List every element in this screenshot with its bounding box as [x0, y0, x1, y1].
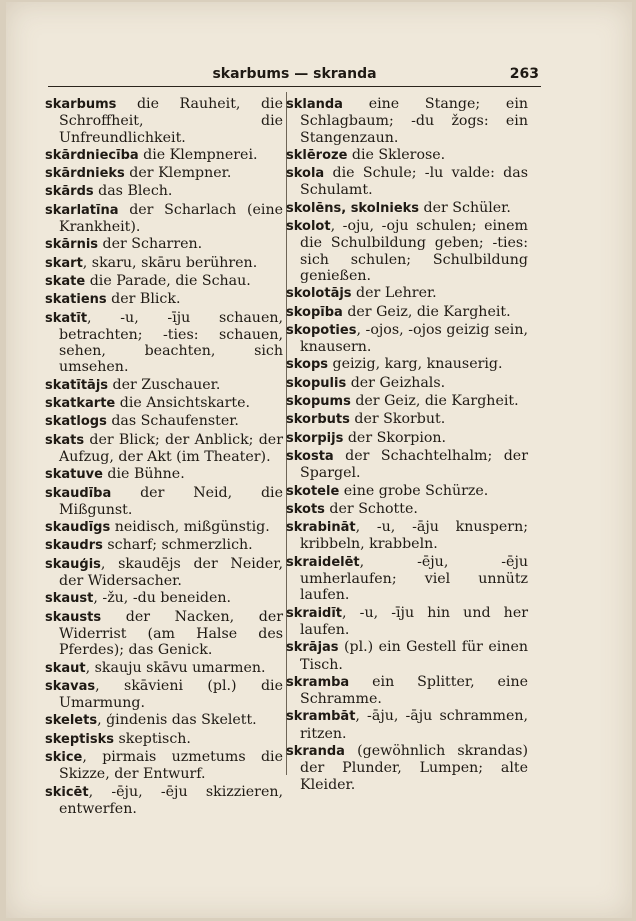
- headword: skramba: [286, 674, 350, 690]
- dictionary-entry: [45, 202, 283, 236]
- dictionary-entry: [45, 165, 283, 182]
- definition: scharf; schmerzlich.: [102, 537, 253, 554]
- headword: skotele: [286, 483, 340, 499]
- definition: (pl.) ein Gestell für einen Tisch.: [300, 639, 528, 673]
- dictionary-entry: [45, 147, 283, 164]
- headword: skaut: [45, 660, 86, 676]
- page-number: 263: [509, 66, 539, 82]
- definition: der Lehrer.: [351, 285, 437, 302]
- definition: der Schüler.: [419, 199, 511, 216]
- definition: der Scharren.: [98, 236, 203, 253]
- headword: skots: [286, 501, 325, 517]
- headword: skaudība: [45, 485, 112, 501]
- dictionary-entry: [286, 605, 528, 639]
- headword: skārdnieks: [45, 166, 125, 182]
- definition: das Schaufenster.: [106, 413, 239, 430]
- headword: skice: [45, 749, 83, 765]
- headword: skatītājs: [45, 377, 109, 393]
- dictionary-entry: [45, 590, 283, 607]
- definition: der Schotte.: [324, 500, 418, 517]
- dictionary-entry: [286, 96, 528, 146]
- definition: , -oju, -oju schulen; einem die Schulbildung geben; -ties: sich schulen; Schulbildung genießen.: [300, 218, 528, 284]
- right-column: [286, 96, 528, 794]
- headword: skatlogs: [45, 414, 107, 430]
- dictionary-entry: [45, 310, 283, 376]
- dictionary-entry: [286, 554, 528, 604]
- headword: skicēt: [45, 784, 89, 800]
- definition: , skāvieni (pl.) die Umarmung.: [59, 677, 283, 712]
- definition: der Klempner.: [124, 165, 232, 182]
- headword: skelets: [45, 713, 98, 729]
- definition: der Geiz, die Kargheit.: [342, 303, 511, 320]
- definition: die Ansichtskarte.: [115, 395, 250, 412]
- definition: , -u, -īju schauen, betrachten; -ties: schauen, sehen, beachten, sich umsehen.: [59, 309, 283, 376]
- headword: sklanda: [286, 97, 343, 112]
- dictionary-entry: [45, 273, 283, 290]
- dictionary-entry: [45, 537, 283, 554]
- definition: , -u, -īju hin und her laufen.: [300, 604, 528, 638]
- headword: skrabināt: [286, 520, 356, 536]
- dictionary-entry: [45, 96, 283, 146]
- definition: , -āju, -āju schrammen, ritzen.: [300, 708, 528, 742]
- dictionary-entry: [286, 483, 528, 500]
- dictionary-entry: [286, 218, 528, 284]
- dictionary-entry: [286, 501, 528, 518]
- headword: skolotājs: [286, 286, 352, 302]
- definition: , -ēju, -ēju umherlaufen; viel unnütz laufen.: [300, 553, 528, 604]
- headword: skārds: [45, 184, 94, 200]
- headword: skausts: [45, 609, 102, 625]
- headword: skarbums: [45, 97, 117, 112]
- dictionary-entry: [286, 430, 528, 447]
- dictionary-entry: [45, 236, 283, 253]
- dictionary-entry: [45, 432, 283, 466]
- headword: skauģis: [45, 556, 101, 572]
- headword: skārnis: [45, 237, 99, 253]
- dictionary-entry: [45, 609, 283, 659]
- headword: skraidelēt: [286, 554, 360, 570]
- definition: (gewöhnlich skrandas) der Plunder, Lumpen; alte Kleider.: [300, 742, 528, 793]
- definition: ein Splitter, eine Schramme.: [300, 673, 528, 708]
- headword: skeptisks: [45, 731, 114, 747]
- headword: skart: [45, 255, 83, 271]
- definition: der Nacken, der Widerrist (am Halse des Pferdes); das Genick.: [59, 608, 283, 659]
- headword: skolot: [286, 219, 331, 235]
- definition: , skauju skāvu umarmen.: [85, 659, 266, 676]
- dictionary-entry: [286, 519, 528, 553]
- dictionary-entry: [45, 413, 283, 430]
- headword: skosta: [286, 448, 334, 464]
- dictionary-entry: [45, 183, 283, 200]
- definition: die Parade, die Schau.: [85, 272, 251, 289]
- definition: eine Stange; ein Schlagbaum; -du žogs: ein Stangenzaun.: [300, 96, 528, 146]
- dictionary-entry: [286, 674, 528, 708]
- dictionary-entry: [286, 147, 528, 164]
- left-column: [45, 96, 283, 818]
- definition: der Blick.: [106, 291, 181, 308]
- dictionary-entry: [45, 291, 283, 308]
- headword: skopoties: [286, 322, 357, 338]
- headword: skarlatīna: [45, 202, 119, 218]
- definition: , -ēju, -ēju skizzieren, entwerfen.: [59, 783, 283, 817]
- headword: skaust: [45, 591, 94, 607]
- dictionary-entry: [45, 485, 283, 519]
- definition: der Skorpion.: [343, 429, 447, 446]
- definition: der Neid, die Mißgunst.: [59, 484, 283, 518]
- dictionary-entry: [286, 356, 528, 373]
- headword: skaudrs: [45, 538, 103, 554]
- definition: skeptisch.: [113, 730, 191, 747]
- headword: skats: [45, 432, 85, 448]
- definition: geizig, karg, knauserig.: [328, 356, 503, 373]
- headword: skatkarte: [45, 396, 116, 412]
- definition: der Scharlach (eine Krankheit).: [59, 201, 283, 236]
- dictionary-entry: [286, 285, 528, 302]
- headword: skavas: [45, 678, 96, 694]
- definition: der Geiz, die Kargheit.: [350, 393, 519, 410]
- dictionary-entry: [45, 749, 283, 783]
- headword: skopulis: [286, 375, 347, 391]
- dictionary-entry: [45, 377, 283, 394]
- dictionary-entry: [286, 322, 528, 356]
- dictionary-entry: [45, 395, 283, 412]
- headword: skorpijs: [286, 430, 344, 446]
- definition: eine grobe Schürze.: [339, 482, 489, 499]
- headword: skaudīgs: [45, 520, 111, 536]
- dictionary-entry: [286, 743, 528, 793]
- definition: , -ojos, -ojos geizig sein, knausern.: [300, 321, 528, 356]
- dictionary-entry: [45, 784, 283, 818]
- definition: , ģindenis das Skelett.: [97, 712, 257, 729]
- definition: , -u, -āju knuspern; kribbeln, krabbeln.: [300, 519, 528, 553]
- dictionary-entry: [286, 200, 528, 217]
- dictionary-entry: [286, 375, 528, 392]
- definition: die Bühne.: [102, 466, 185, 483]
- definition: die Schule; -lu valde: das Schulamt.: [300, 165, 528, 199]
- definition: der Geizhals.: [346, 374, 446, 391]
- headword: skorbuts: [286, 412, 350, 428]
- definition: der Blick; der Anblick; der Aufzug, der Akt (im Theater).: [59, 431, 283, 465]
- headword: skranda: [286, 743, 345, 759]
- definition: der Schachtelhalm; der Spargel.: [300, 447, 528, 482]
- headword: skops: [286, 357, 329, 373]
- definition: der Skorbut.: [349, 411, 446, 428]
- dictionary-entry: [45, 556, 283, 590]
- definition: die Sklerose.: [347, 146, 446, 163]
- dictionary-entry: [286, 304, 528, 321]
- dictionary-entry: [286, 639, 528, 673]
- headword: skate: [45, 273, 86, 289]
- definition: , skaru, skāru berühren.: [82, 254, 258, 271]
- definition: neidisch, mißgünstig.: [110, 519, 270, 536]
- headword: skraidīt: [286, 605, 342, 621]
- headword: skopība: [286, 304, 343, 320]
- headword: skrambāt: [286, 709, 356, 725]
- dictionary-entry: [286, 411, 528, 428]
- definition: , skaudējs der Neider, der Widersacher.: [59, 555, 283, 590]
- running-head: skarbums — skranda: [212, 66, 377, 82]
- definition: die Klempnerei.: [138, 146, 258, 163]
- dictionary-entry: [286, 708, 528, 742]
- definition: der Zuschauer.: [108, 376, 221, 393]
- headword: skrājas: [286, 640, 339, 656]
- dictionary-entry: [45, 731, 283, 748]
- definition: , -žu, -du beneiden.: [93, 590, 232, 607]
- dictionary-entry: [286, 448, 528, 482]
- dictionary-entry: [45, 519, 283, 536]
- headword: skatīt: [45, 310, 88, 326]
- headword: skatiens: [45, 292, 107, 308]
- headword: skārdniecība: [45, 147, 139, 163]
- headword: skolēns, skolnieks: [286, 200, 420, 216]
- dictionary-entry: [286, 165, 528, 199]
- dictionary-entry: [45, 712, 283, 729]
- dictionary-entry: [45, 660, 283, 677]
- headword: sklēroze: [286, 147, 348, 163]
- dictionary-entry: [286, 393, 528, 410]
- definition: , pirmais uzmetums die Skizze, der Entwurf.: [59, 748, 283, 783]
- page-header: [48, 64, 541, 87]
- dictionary-entry: [45, 255, 283, 272]
- headword: skola: [286, 166, 325, 182]
- headword: skatuve: [45, 467, 103, 483]
- dictionary-entry: [45, 466, 283, 483]
- definition: die Rauheit, die Schroffheit, die Unfreundlichkeit.: [59, 96, 283, 146]
- dictionary-entry: [45, 678, 283, 712]
- definition: das Blech.: [93, 183, 173, 200]
- headword: skopums: [286, 394, 351, 410]
